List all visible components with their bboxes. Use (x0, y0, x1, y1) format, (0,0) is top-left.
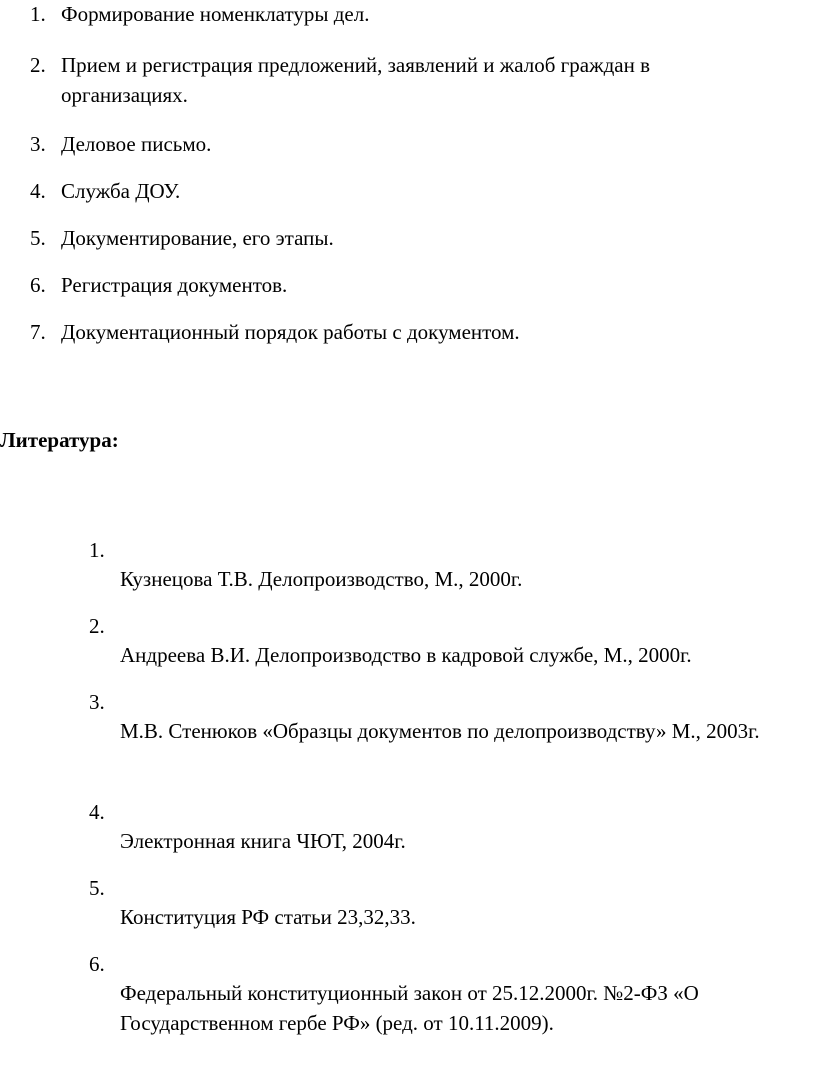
topic-number: 4. (30, 179, 46, 203)
topic-text: Служба ДОУ. (61, 179, 181, 203)
literature-text: Федеральный конституционный закон от 25.12.2000г. №2-ФЗ «О Государственном гербе РФ» (ред. от 10.11.2009). (120, 981, 699, 1035)
literature-text: Кузнецова Т.В. Делопроизводство, М., 2000г. (120, 567, 523, 591)
topic-text: Документационный порядок работы с документом. (61, 320, 520, 344)
literature-text: Андреева В.И. Делопроизводство в кадровой службе, М., 2000г. (120, 643, 692, 667)
topic-number: 7. (30, 320, 46, 344)
topic-item (0, 129, 780, 159)
topic-item (0, 317, 780, 347)
topic-item (0, 50, 780, 110)
literature-heading: Литература: (0, 428, 119, 452)
literature-number: 1. (89, 538, 105, 562)
literature-number: 6. (89, 952, 105, 976)
literature-number: 3. (89, 690, 105, 714)
topic-text: Деловое письмо. (61, 132, 212, 156)
literature-text: Конституция РФ статьи 23,32,33. (120, 905, 416, 929)
topic-item (0, 223, 780, 253)
literature-number: 5. (89, 876, 105, 900)
topic-item (0, 176, 780, 206)
literature-number: 4. (89, 800, 105, 824)
topic-number: 1. (30, 2, 46, 26)
topic-text: Регистрация документов. (61, 273, 288, 297)
topic-item (0, 270, 780, 300)
literature-text: Электронная книга ЧЮТ, 2004г. (120, 829, 406, 853)
topic-text: Формирование номенклатуры дел. (61, 2, 370, 26)
topic-number: 3. (30, 132, 46, 156)
topic-number: 5. (30, 226, 46, 250)
topic-number: 6. (30, 273, 46, 297)
topic-number: 2. (30, 53, 46, 77)
topic-text: Прием и регистрация предложений, заявлений и жалоб граждан в организациях. (61, 53, 651, 107)
literature-number: 2. (89, 614, 105, 638)
topic-item (0, 0, 780, 29)
topic-text: Документирование, его этапы. (61, 226, 334, 250)
literature-text: М.В. Стенюков «Образцы документов по делопроизводству» М., 2003г. (120, 719, 760, 743)
